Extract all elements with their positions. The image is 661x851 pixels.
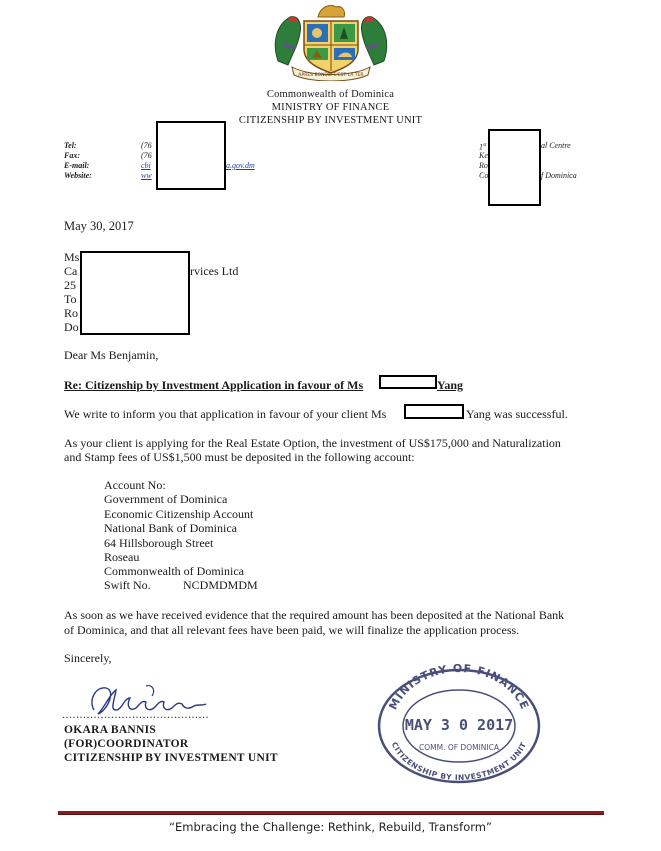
recipient-line2-start: Ca [64, 264, 78, 278]
fax-value: (76 [141, 151, 152, 160]
address-line2-start: Ke [479, 151, 488, 160]
svg-text:MINISTRY OF FINANCE [386, 664, 531, 712]
stamp-bottom-text: CITIZENSHIP BY INVESTMENT UNIT [389, 740, 529, 783]
swift-label: Swift No. [104, 578, 151, 592]
swift-value: NCDMDMDM [183, 578, 258, 592]
recipient-line2-end: rvices Ltd [190, 264, 239, 278]
official-stamp [375, 664, 543, 784]
bank-line7: Commonwealth of Dominica [104, 564, 244, 578]
email-value-end[interactable]: a.gov.dm [226, 161, 255, 170]
header-ministry: MINISTRY OF FINANCE [271, 102, 390, 113]
recipient-line5: Ro [64, 306, 79, 320]
footer-motto: “Embracing the Challenge: Rethink, Rebuild, Transform” [169, 820, 492, 834]
footer-divider [58, 811, 604, 815]
coat-of-arms-icon [270, 3, 392, 81]
website-label: Website: [64, 171, 92, 180]
signatory-unit: CITIZENSHIP BY INVESTMENT UNIT [64, 752, 278, 764]
recipient-line1: Ms [64, 250, 80, 264]
recipient-line4: To [64, 292, 77, 306]
address-line4-start: Co [479, 171, 489, 180]
para3-line1: As soon as we have received evidence that the required amount has been deposited at the National Bank [64, 608, 565, 622]
stamp-middle: COMM. OF DOMINICA [418, 743, 500, 752]
signature-dots: .......................................... [62, 707, 209, 721]
recipient-line6: Do [64, 320, 79, 334]
recipient-line3: 25 [64, 278, 76, 292]
stamp-date: MAY 3 0 2017 [404, 716, 514, 734]
subject-end: Yang [437, 378, 464, 392]
bank-account: Account No: [104, 478, 166, 492]
redaction-box-subject [379, 375, 437, 389]
fax-label: Fax: [64, 151, 80, 160]
para2-line2: and Stamp fees of US$1,500 must be deposited in the following account: [64, 450, 415, 464]
tel-value: (76 [141, 141, 152, 150]
tel-label: Tel: [64, 141, 77, 150]
para3-line2: of Dominica, and that all relevant fees have been paid, we will finalize the application process. [64, 623, 520, 637]
header-unit: CITIZENSHIP BY INVESTMENT UNIT [238, 115, 423, 126]
bank-line6: Roseau [104, 550, 140, 564]
letter-date: May 30, 2017 [64, 219, 134, 233]
bank-line4: National Bank of Dominica [104, 521, 237, 535]
address-line1-start: 1st [479, 142, 487, 152]
signatory-name: OKARA BANNIS [64, 724, 157, 736]
salutation: Dear Ms Benjamin, [64, 348, 159, 362]
redaction-box-recipient [80, 251, 190, 335]
address-line3-start: Ro [479, 161, 488, 170]
email-value-start[interactable]: cbi [141, 161, 151, 170]
header-commonwealth: Commonwealth of Dominica [266, 89, 395, 100]
address-line1-end: al Centre [541, 141, 571, 150]
email-label: E-mail: [64, 161, 90, 170]
subject-start: Re: Citizenship by Investment Application in favour of Ms [64, 378, 364, 392]
redaction-box-address [488, 129, 541, 206]
para1-end: Yang was successful. [466, 407, 568, 421]
bank-line5: 64 Hillsborough Street [104, 536, 214, 550]
address-line4-end: f Dominica [541, 171, 577, 180]
stamp-top-text: MINISTRY OF FINANCE [386, 664, 532, 712]
bank-line3: Economic Citizenship Account [104, 507, 254, 521]
redaction-box-account [176, 477, 238, 486]
redaction-box-para1 [404, 404, 464, 419]
para2-line1: As your client is applying for the Real Estate Option, the investment of US$175,000 and Naturalization [64, 436, 561, 450]
website-value[interactable]: ww [141, 171, 152, 180]
bank-line2: Government of Dominica [104, 492, 228, 506]
redaction-box-contact [156, 121, 226, 190]
para1-start: We write to inform you that application in favour of your client Ms [64, 407, 387, 421]
closing: Sincerely, [64, 651, 112, 665]
signatory-title: (FOR)COORDINATOR [64, 738, 189, 750]
svg-text:APRÈS BONDIE C'EST LA TER: APRÈS BONDIE C'EST LA TER [298, 73, 364, 78]
